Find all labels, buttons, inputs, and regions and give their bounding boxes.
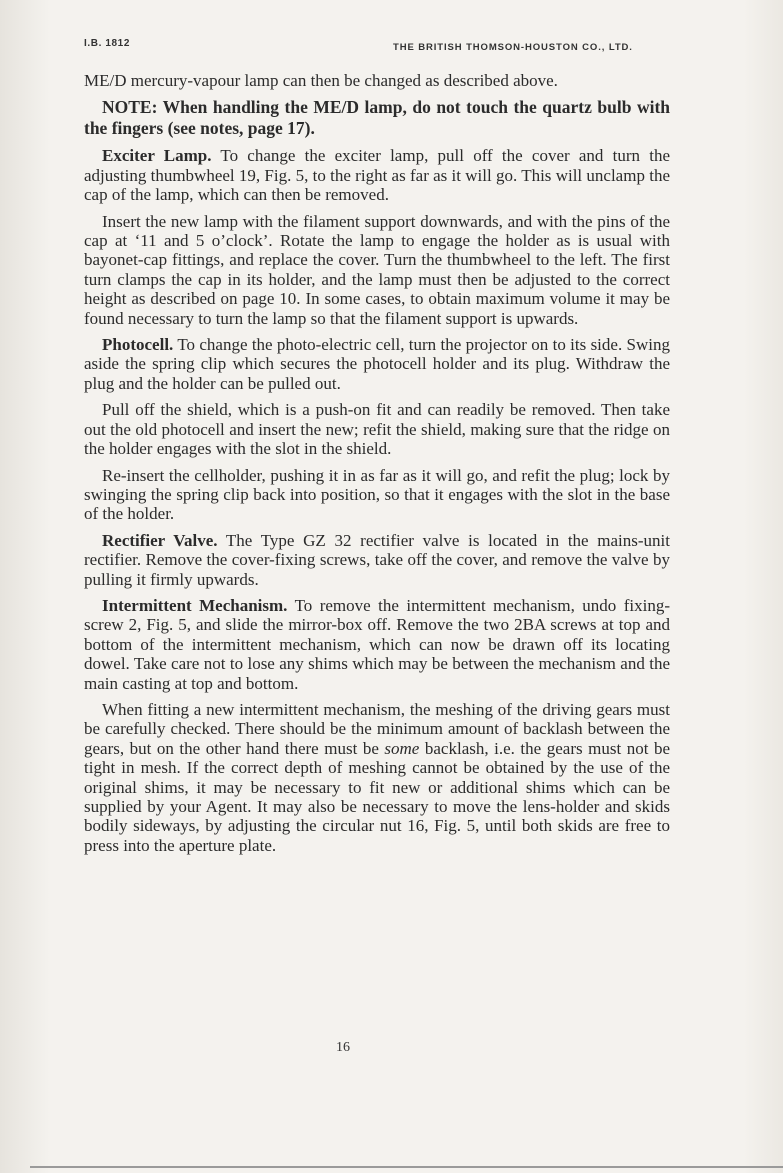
rectifier-paragraph	[84, 531, 670, 589]
company-header: THE BRITISH THOMSON-HOUSTON CO., LTD.	[393, 42, 633, 53]
document-code: I.B. 1812	[84, 38, 130, 49]
photocell-paragraph-2: Pull off the shield, which is a push-on fit and can readily be removed. Then take out the old photocell and insert the new; refit the shield, making sure that the ridge on the holder engages with the slot in the shield.	[84, 400, 670, 459]
exciter-heading: Exciter Lamp.	[102, 146, 212, 166]
exciter-paragraph-2: Insert the new lamp with the filament support downwards, and with the pins of the cap at ‘11 and 5 o’clock’. Rotate the lamp to engage the holder as is usual with bayonet-cap fittings, and replace the cover. Turn the thumbwheel to the left. The first turn clamps the cap in its holder, and the lamp must then be adjusted to the correct height as described on page 10. In some cases, to obtain maximum volume it may be found necessary to turn the lamp so that the filament support is upwards.	[84, 211, 670, 328]
intermittent-text-2b: backlash, i.e. the gears must not be tight in mesh. If the correct depth of meshing cannot be obtained by the use of the original shims, it may be necessary to fit new or additional shims which can be supplied by your Agent. It may also be necessary to move the lens-holder and skids bodily sideways, by adjusting the circular nut 16, Fig. 5, until both skids are free to press into the aperture plate.	[84, 738, 670, 855]
exciter-text-1: To change the exciter lamp, pull off the cover and turn the adjusting thumbwheel 19, Fig. 5, to the right as far as it will go. This will unclamp the cap of the lamp, which can then be removed.	[84, 146, 670, 205]
intermittent-text-1: To remove the intermittent mechanism, undo fixing-screw 2, Fig. 5, and slide the mirror-box off. Remove the two 2BA screws at top and bottom of the intermittent mechanism, which can now be drawn off its locating dowel. Take care not to lose any shims which may be between the mechanism and the main casting at top and bottom.	[84, 595, 670, 693]
exciter-paragraph-1	[84, 146, 670, 204]
photocell-text-1: To change the photo-electric cell, turn the projector on to its side. Swing aside the spring clip which secures the photocell holder and its plug. Withdraw the plug and the holder can be pulled out.	[84, 335, 670, 393]
intermittent-paragraph-2	[84, 700, 670, 855]
page-body	[84, 71, 670, 862]
page-bottom-edge	[30, 1166, 783, 1168]
intermittent-text-2a: When fitting a new intermittent mechanism, the meshing of the driving gears must be carefully checked. There should be the minimum amount of backlash between the gears, but on the other hand there must be	[84, 699, 670, 758]
intermittent-heading: Intermittent Mechanism.	[102, 595, 288, 615]
note-paragraph: NOTE: When handling the ME/D lamp, do not touch the quartz bulb with the fingers (see notes, page 17).	[84, 97, 670, 139]
intermittent-paragraph-1	[84, 596, 670, 693]
intermittent-emphasis: some	[384, 738, 420, 758]
photocell-paragraph-1	[84, 335, 670, 393]
page-right-shadow	[743, 0, 783, 1173]
page-left-shadow	[0, 0, 50, 1173]
rectifier-text: The Type GZ 32 rectifier valve is located in the mains-unit rectifier. Remove the cover-fixing screws, take off the cover, and remove the valve by pulling it firmly upwards.	[84, 530, 670, 589]
rectifier-heading: Rectifier Valve.	[102, 530, 218, 550]
page-number: 16	[336, 1040, 350, 1055]
photocell-paragraph-3: Re-insert the cellholder, pushing it in as far as it will go, and refit the plug; lock by swinging the spring clip back into position, so that it engages with the slot in the base of the holder.	[84, 465, 670, 524]
intro-paragraph: ME/D mercury-vapour lamp can then be changed as described above.	[84, 71, 558, 90]
photocell-heading: Photocell.	[102, 335, 174, 355]
